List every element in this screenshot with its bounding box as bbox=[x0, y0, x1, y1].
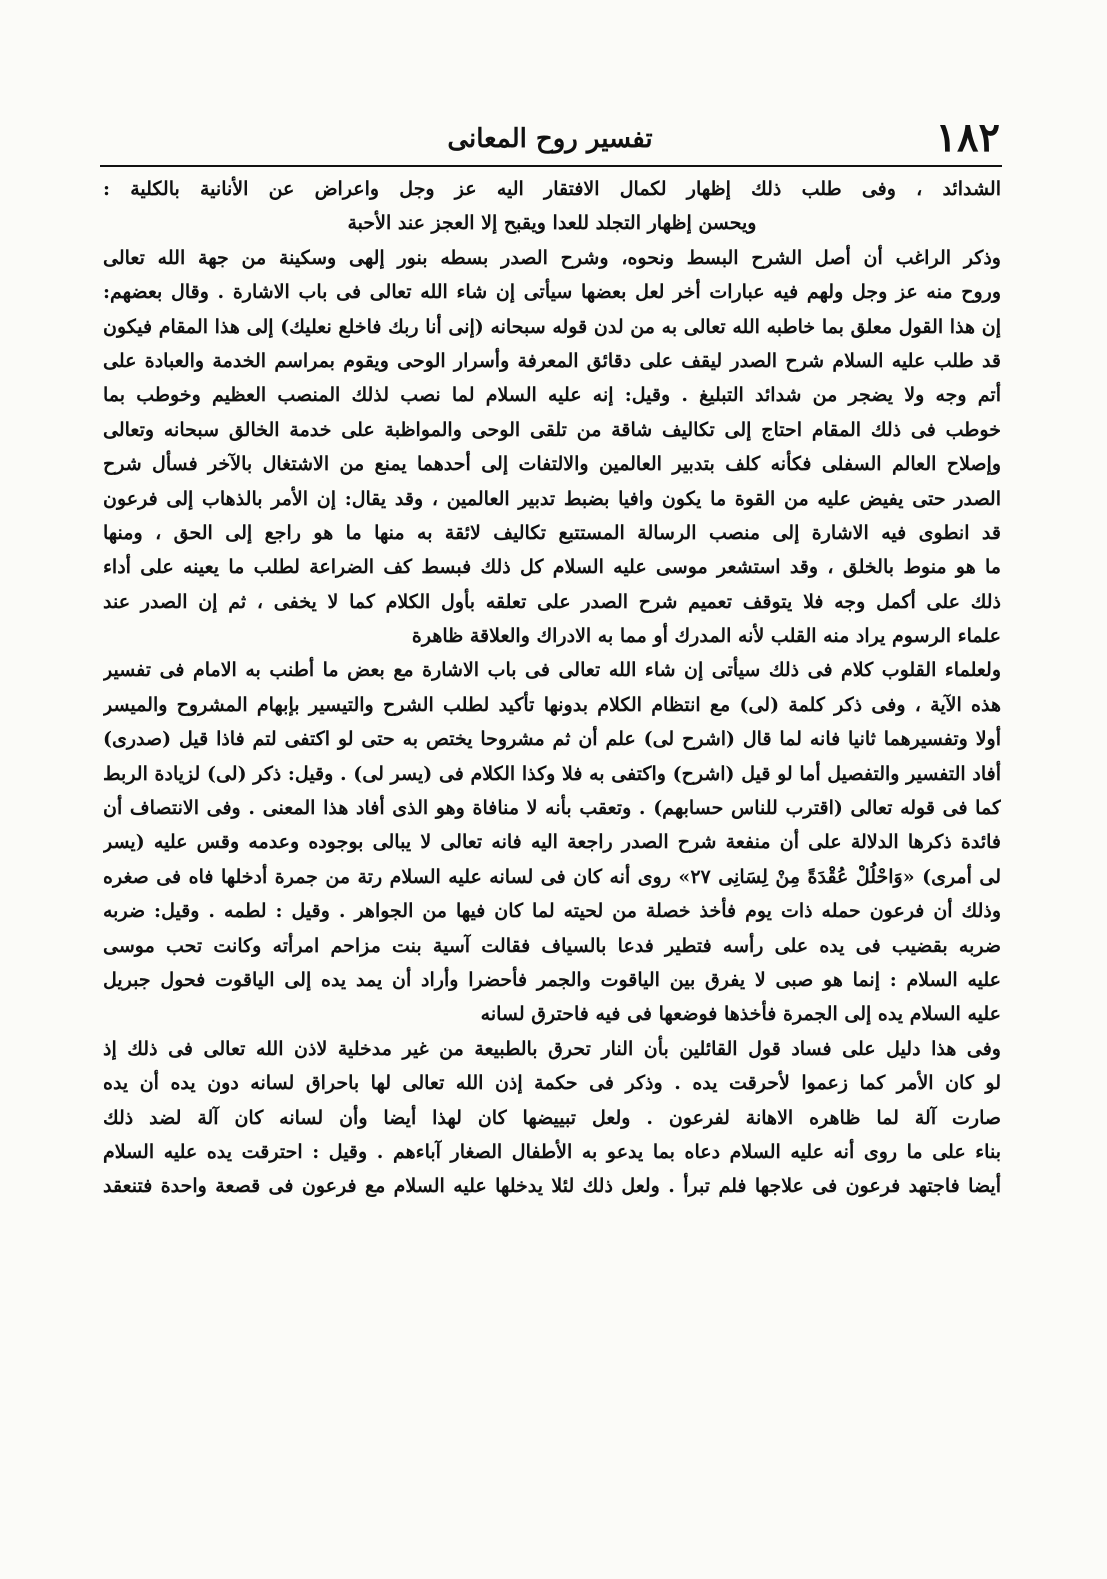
text-line: بناء على ما روى أنه عليه السلام دعاه بما يدعو به الأطفال الصغار آباءهم . وقيل : احترقت يده عليه السلام bbox=[103, 1140, 1001, 1163]
text-line: الصدر حتى يفيض عليه من القوة ما يكون وافيا بضبط تدبير العالمين ، وقد يقال: إن الأمر بالذهاب إلى فرعون bbox=[103, 487, 1001, 510]
text-line: عليه السلام : إنما هو صبى لا يفرق بين الياقوت والجمر فأحضرا وأراد أن يمد يده إلى الياقوت فحول جبريل bbox=[103, 968, 1001, 991]
text-line: علماء الرسوم يراد منه القلب لأنه المدرك أو مما به الادراك والعلاقة ظاهرة bbox=[411, 625, 1001, 648]
text-line: عليه السلام يده إلى الجمرة فأخذها فوضعها فى فيه فاحترق لسانه bbox=[480, 1003, 1001, 1026]
text-line: إن هذا القول معلق بما خاطبه الله تعالى به من لدن قوله سبحانه (إنى أنا ربك فاخلع نعليك) إلى هذا المقام فيكون bbox=[103, 315, 1001, 338]
text-line: قد انطوى فيه الاشارة إلى منصب الرسالة المستتبع تكاليف لائقة به منها ما هو راجع إلى الحق ، ومنها bbox=[103, 521, 1001, 544]
text-line: الشدائد ، وفى طلب ذلك إظهار لكمال الافتقار اليه عز وجل واعراض عن الأنانية بالكلية : bbox=[103, 178, 1001, 200]
page-body bbox=[103, 172, 1001, 1204]
text-line: ذلك على أكمل وجه فلا يتوقف تعميم شرح الصدر على تعلقه بأول الكلام كما لا يخفى ، ثم إن الصدر عند bbox=[103, 590, 1001, 613]
text-line: أولا وتفسيرهما ثانيا فانه لما قال (اشرح لى) علم أن ثم مشروحا يختص به حتى لو اكتفى لتم فاذا قيل (صدرى) bbox=[103, 728, 1001, 751]
text-line: أتم وجه ولا يضجر من شدائد التبليغ . وقيل: إنه عليه السلام لما نصب لذلك المنصب العظيم وخوطب بما bbox=[103, 384, 1001, 407]
page-header bbox=[100, 114, 1000, 161]
text-line: وذلك أن فرعون حمله ذات يوم فأخذ خصلة من لحيته لما كان فيها من الجواهر . وقيل : لطمه . وقيل: ضربه bbox=[103, 900, 1001, 923]
header-rule bbox=[100, 165, 1002, 167]
text-line: خوطب فى ذلك المقام احتاج إلى تكاليف شاقة من تلقى الوحى والمواظبة على خدمة الخالق سبحانه وتعالى bbox=[103, 418, 1001, 441]
text-line: قد طلب عليه السلام شرح الصدر ليقف على دقائق المعرفة وأسرار الوحى ويقوم بمراسم الخدمة والعبادة على bbox=[103, 349, 1001, 372]
text-line: وفى هذا دليل على فساد قول القائلين بأن النار تحرق بالطبيعة من غير مدخلية لاذن الله تعالى فى ذلك إذ bbox=[103, 1037, 1001, 1060]
text-line: كما فى قوله تعالى (اقترب للناس حسابهم) . وتعقب بأنه لا منافاة وهو الذى أفاد هذا المعنى . وفى الانتصاف أن bbox=[103, 797, 1001, 820]
text-line: صارت آلة لما ظاهره الاهانة لفرعون . ولعل تبييضها كان لهذا أيضا وأن لسانه كان آلة لضد ذلك bbox=[103, 1106, 1001, 1129]
text-line: هذه الآية ، وفى ذكر كلمة (لى) مع انتظام الكلام بدونها تأكيد لطلب الشرح والتيسير بإبهام المشروح والميسر bbox=[103, 693, 1001, 716]
text-line: لو كان الأمر كما زعموا لأحرقت يده . وذكر فى حكمة إذن الله تعالى لها باحراق لسانه دون يده أن يده bbox=[103, 1072, 1001, 1095]
text-line: ما هو منوط بالخلق ، وقد استشعر موسى عليه السلام كل ذلك فبسط كف الضراعة لطلب ما يعينه على أداء bbox=[103, 556, 1001, 579]
text-line: أيضا فاجتهد فرعون فى علاجها فلم تبرأ . ولعل ذلك لئلا يدخلها عليه السلام مع فرعون فى قصعة واحدة فتنعقد bbox=[103, 1175, 1001, 1198]
text-line: ضربه بقضيب فى يده على رأسه فتطير فدعا بالسياف فقالت آسية بنت مزاحم امرأته وكانت تحب موسى bbox=[103, 934, 1001, 957]
page-number: ١٨٢ bbox=[935, 114, 1000, 161]
text-line: ولعلماء القلوب كلام فى ذلك سيأتى إن شاء الله تعالى فى باب الاشارة مع بعض ما أطنب به الامام فى تفسير bbox=[103, 659, 1001, 682]
text-line: وإصلاح العالم السفلى فكأنه كلف بتدبير العالمين والالتفات إلى أحدهما يمنع من الاشتغال بالآخر فسأل شرح bbox=[103, 453, 1001, 476]
text-line: أفاد التفسير والتفصيل أما لو قيل (اشرح) واكتفى به فلا وكذا الكلام فى (يسر لى) . وقيل: ذكر (لى) لزيادة الربط bbox=[103, 762, 1001, 785]
text-line: فائدة ذكرها الدلالة على أن منفعة شرح الصدر راجعة اليه فانه تعالى لا يبالى بوجوده وعدمه وقس عليه (يسر bbox=[103, 831, 1001, 854]
verse-line: ويحسن إظهار التجلد للعدا ويقبح إلا العجز عند الأحبة bbox=[347, 212, 757, 235]
text-line: وروح منه عز وجل ولهم فيه عبارات أخر لعل بعضها سيأتى إن شاء الله تعالى فى باب الاشارة . وقال بعضهم: bbox=[103, 281, 1001, 304]
running-title: تفسير روح المعانى bbox=[447, 124, 653, 154]
text-line: وذكر الراغب أن أصل الشرح البسط ونحوه، وشرح الصدر بسطه بنور إلهى وسكينة من جهة الله تعالى bbox=[103, 246, 1001, 269]
verse-quote-line: لى أمرى) «وَاحْلُلْ عُقْدَةً مِنْ لِسَانِى ٢٧» روى أنه كان فى لسانه عليه السلام رتة من جمرة أدخلها فاه فى صغره bbox=[103, 865, 1001, 888]
